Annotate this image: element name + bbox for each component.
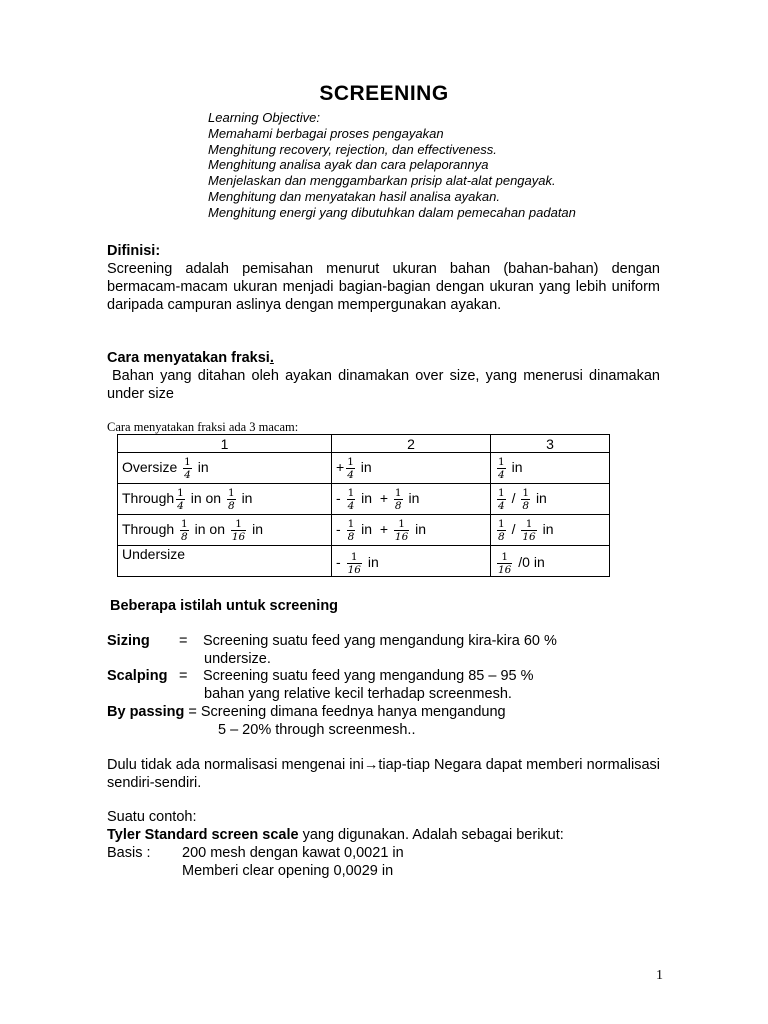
page-number: 1 — [656, 968, 663, 983]
fraction-numerator: 1 — [177, 486, 184, 499]
slash-text: / — [511, 520, 516, 537]
term-bypassing — [107, 703, 506, 721]
objective-item: Memahami berbagai proses pengayakan — [208, 125, 444, 141]
fraction-denominator: 8 — [347, 530, 355, 543]
term-scalping — [107, 667, 534, 685]
fraction — [497, 456, 506, 481]
slash-text: / — [511, 489, 516, 506]
learning-objectives — [208, 110, 576, 221]
fraction-numerator: 1 — [347, 455, 354, 468]
fraction — [346, 456, 355, 481]
cell-text: Oversize — [122, 458, 178, 475]
fraction-denominator: 16 — [231, 530, 246, 543]
unit-text: in — [197, 458, 209, 475]
objective-item: Menjelaskan dan menggambarkan prisip alat-alat pengayak. — [208, 173, 556, 189]
table-cell — [491, 546, 610, 577]
cell-text: Through — [122, 489, 175, 506]
fraction-numerator: 1 — [235, 517, 242, 530]
term-definition: Screening suatu feed yang mengandung kira-kira 60 % — [203, 633, 557, 649]
table-cell — [118, 515, 332, 546]
sign-text: - — [336, 554, 341, 571]
fraction-numerator: 1 — [498, 486, 505, 499]
table-cell — [332, 515, 491, 546]
term-separator: = — [179, 633, 188, 649]
unit-text: in — [408, 489, 420, 506]
fraction-numerator: 1 — [347, 517, 355, 530]
definition-section — [107, 242, 660, 314]
terms-heading: Beberapa istilah untuk screening — [110, 598, 339, 614]
table-row — [118, 453, 610, 484]
fraction-section — [107, 349, 660, 403]
table-cell — [332, 546, 491, 577]
fraction — [394, 518, 409, 543]
table-cell — [118, 546, 332, 577]
fraction-heading-text: Cara menyatakan fraksi — [107, 350, 270, 366]
fraction — [176, 487, 185, 512]
table-cell — [491, 484, 610, 515]
table-cell — [491, 515, 610, 546]
fraction — [347, 551, 362, 576]
basis-label: Basis : — [107, 845, 151, 861]
fraction-numerator: 1 — [501, 551, 509, 563]
fraction-denominator: 4 — [498, 499, 505, 512]
table-cell — [118, 484, 332, 515]
normalization-text — [107, 756, 660, 792]
fraction-numerator: 1 — [498, 517, 505, 530]
tyler-rest: yang digunakan. Adalah sebagai berikut: — [298, 827, 564, 843]
tyler-line — [107, 826, 564, 844]
objective-item: Menghitung energi yang dibutuhkan dalam pemecahan padatan — [208, 204, 576, 220]
cell-text: Through — [122, 520, 175, 537]
fraction-body: Bahan yang ditahan oleh ayakan dinamakan over size, yang menerusi dinamakan under size — [107, 368, 660, 402]
basis-value-continued: Memberi clear opening 0,0029 in — [182, 863, 394, 879]
fraction-numerator: 1 — [350, 551, 358, 563]
unit-text: in on — [194, 520, 225, 537]
unit-text: in — [367, 554, 379, 571]
fraction-numerator: 1 — [394, 486, 402, 499]
table-row — [118, 546, 610, 577]
fraction-heading — [107, 349, 660, 367]
definition-body: Screening adalah pemisahan menurut ukuran bahan (bahan-bahan) dengan bermacam-macam ukuran menjadi bagian-bagian dengan ukuran yang lebih uniform daripada campuran aslinya dengan mempergunakan ayakan. — [107, 261, 660, 313]
fraction — [180, 518, 189, 543]
table-row — [118, 484, 610, 515]
term-definition: Screening suatu feed yang mengandung 85 – 95 % — [203, 668, 534, 684]
term-definition: Screening dimana feednya hanya mengandung — [200, 704, 506, 720]
sign-text: + — [379, 489, 389, 506]
table-cell — [332, 484, 491, 515]
normalization-before: Dulu tidak ada normalisasi mengenai ini — [107, 757, 364, 773]
table-caption: Cara menyatakan fraksi ada 3 macam: — [107, 420, 299, 434]
fraction-denominator: 16 — [498, 564, 512, 576]
fraction-denominator: 8 — [227, 499, 235, 512]
objective-item: Menghitung dan menyatakan hasil analisa ayakan. — [208, 188, 500, 204]
fraction — [347, 518, 356, 543]
table-cell — [118, 453, 332, 484]
unit-text: in — [535, 489, 547, 506]
arrow-icon: → — [363, 757, 379, 773]
fraction-numerator: 1 — [227, 486, 235, 499]
unit-text: in — [542, 520, 554, 537]
table-header-row — [118, 435, 610, 453]
table-cell — [332, 453, 491, 484]
column-header: 2 — [332, 435, 491, 453]
fraction — [521, 487, 530, 512]
fraction — [497, 518, 506, 543]
unit-text: in — [361, 520, 373, 537]
unit-text: in — [241, 489, 253, 506]
fraction — [394, 487, 403, 512]
objective-heading: Learning Objective: — [208, 110, 321, 125]
unit-text: in — [361, 489, 373, 506]
fraction-denominator: 8 — [498, 530, 505, 543]
term-label: Scalping — [107, 668, 168, 684]
fraction-numerator: 1 — [184, 455, 191, 468]
fraction-denominator: 4 — [498, 468, 505, 481]
fraction-denominator: 4 — [347, 499, 355, 512]
fraction — [521, 518, 536, 543]
fraction-denominator: 8 — [394, 499, 402, 512]
basis-value: 200 mesh dengan kawat 0,0021 in — [182, 845, 404, 861]
unit-text: in — [360, 458, 372, 475]
term-separator: = — [179, 668, 188, 684]
sign-text: + — [336, 458, 345, 475]
unit-text: /0 in — [518, 554, 545, 571]
unit-text: in — [252, 520, 264, 537]
objective-item: Menghitung recovery, rejection, dan effectiveness. — [208, 141, 497, 157]
fraction-denominator: 16 — [522, 530, 536, 543]
example-label: Suatu contoh: — [107, 809, 197, 825]
term-definition-continued: 5 – 20% through screenmesh.. — [218, 722, 416, 738]
fraction-denominator: 4 — [177, 499, 184, 512]
table-row — [118, 515, 610, 546]
unit-text: in on — [190, 489, 222, 506]
basis-line — [107, 844, 404, 862]
fraction-numerator: 1 — [181, 517, 188, 530]
normalization-paragraph — [107, 756, 660, 792]
objective-item: Menghitung analisa ayak dan cara pelaporannya — [208, 157, 489, 173]
sign-text: - — [336, 520, 341, 537]
column-header: 1 — [118, 435, 332, 453]
fraction-denominator: 16 — [394, 530, 409, 543]
term-definition-continued: bahan yang relative kecil terhadap screenmesh. — [204, 686, 512, 702]
fraction-denominator: 4 — [184, 468, 191, 481]
fraction-numerator: 1 — [498, 455, 505, 468]
fraction-denominator: 16 — [347, 564, 361, 576]
fraction — [347, 487, 356, 512]
sign-text: - — [336, 489, 341, 506]
fraction — [497, 551, 512, 576]
term-sizing — [107, 632, 557, 650]
fraction-denominator: 8 — [522, 499, 530, 512]
unit-text: in — [511, 458, 523, 475]
unit-text: in — [415, 520, 427, 537]
table-cell — [491, 453, 610, 484]
term-label: Sizing — [107, 633, 150, 649]
fraction-heading-mark: . — [269, 350, 274, 366]
tyler-title: Tyler Standard screen scale — [107, 827, 299, 843]
term-separator: = — [188, 704, 197, 720]
fraction — [183, 456, 192, 481]
term-label: By passing — [107, 704, 185, 720]
fraction-numerator: 1 — [398, 517, 405, 530]
fraction-numerator: 1 — [525, 517, 533, 530]
fraction — [231, 518, 246, 543]
page-title: SCREENING — [319, 82, 449, 105]
definition-heading: Difinisi: — [107, 243, 161, 259]
fraction-numerator: 1 — [522, 486, 530, 499]
fraction-denominator: 4 — [347, 468, 354, 481]
normalization-after: tiap-tiap Negara dapat memberi normalisasi sendiri-sendiri. — [107, 757, 660, 791]
fraction — [227, 487, 236, 512]
cell-text: Undersize — [122, 546, 186, 562]
fraction — [497, 487, 506, 512]
fraction-numerator: 1 — [347, 486, 355, 499]
column-header: 3 — [491, 435, 610, 453]
sign-text: + — [379, 520, 389, 537]
fraction-denominator: 8 — [181, 530, 188, 543]
term-definition-continued: undersize. — [204, 651, 271, 667]
fraction-table — [117, 434, 610, 577]
